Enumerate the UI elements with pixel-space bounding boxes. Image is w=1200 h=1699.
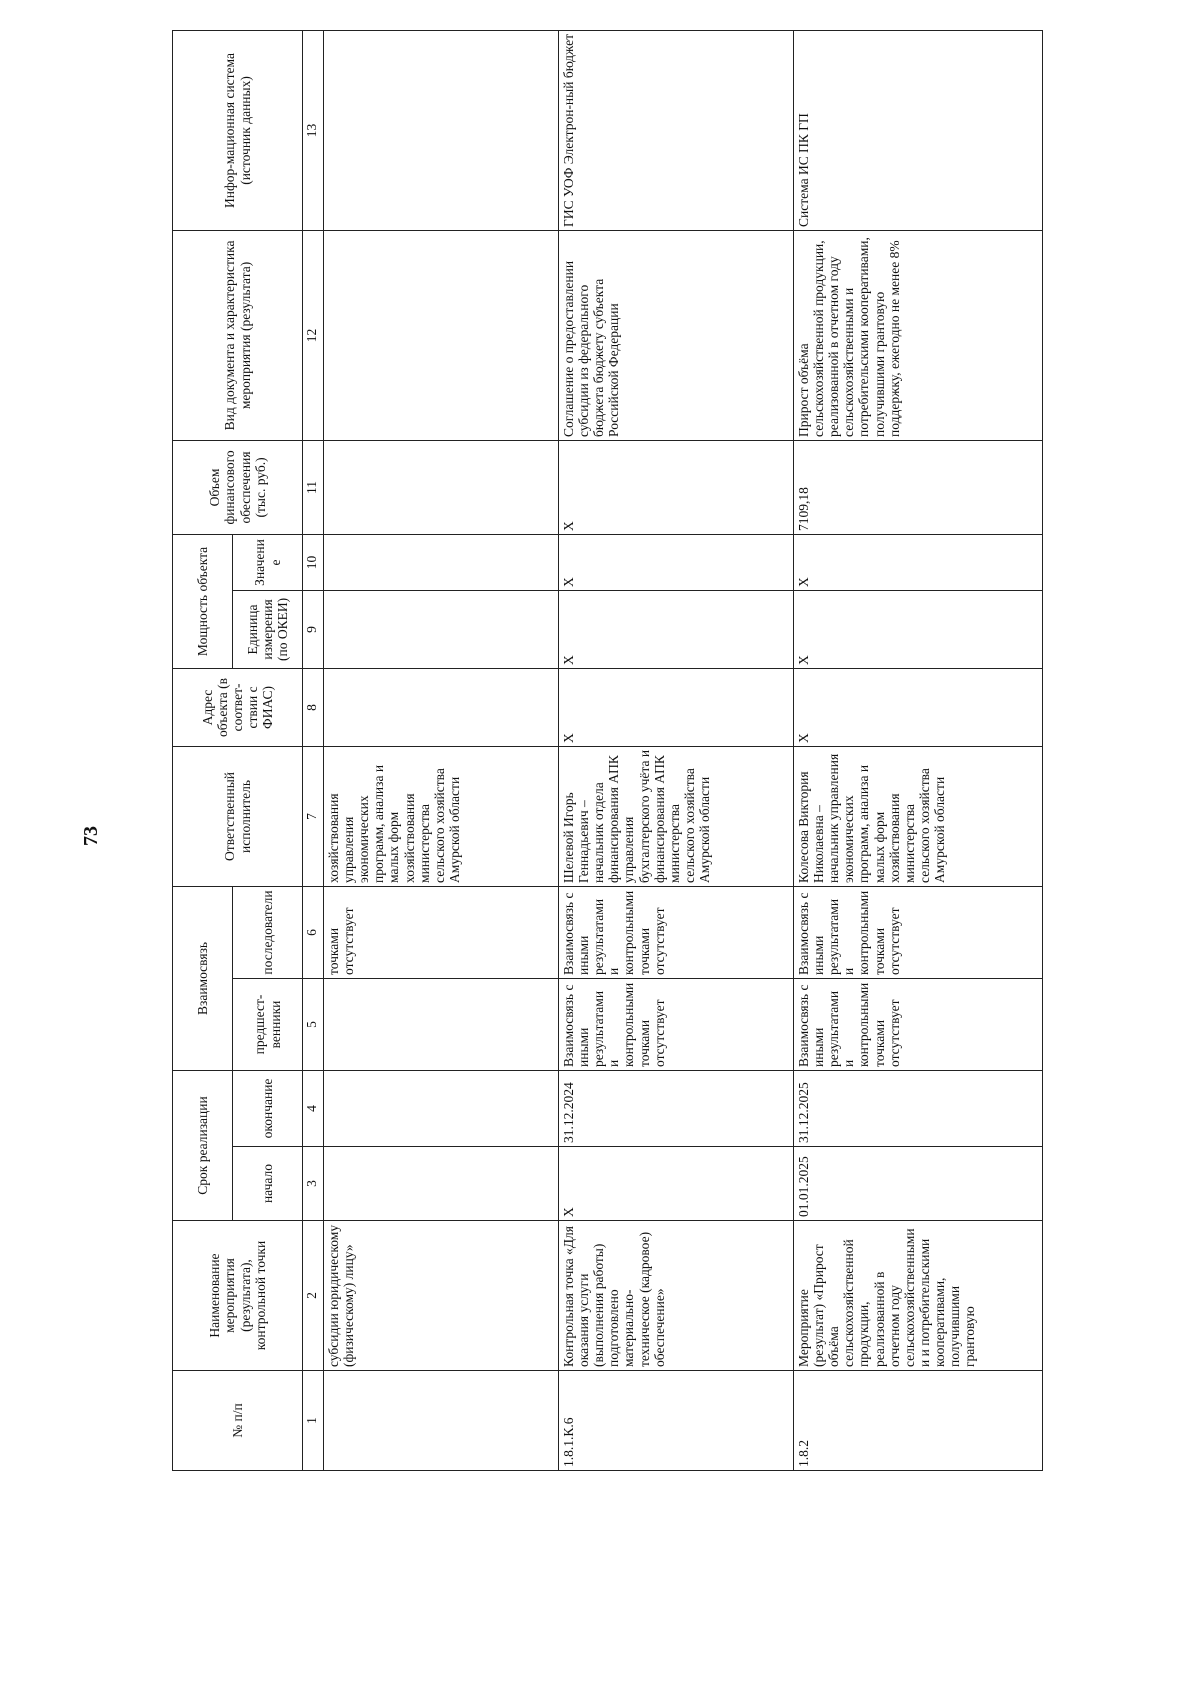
table-row — [794, 30, 1043, 1470]
column-number: 1 — [303, 1371, 324, 1471]
header-document-type: Вид документа и характеристика мероприятия (результата) — [173, 230, 303, 440]
cell-funding: 7109,18 — [794, 440, 1043, 534]
cell-unit: X — [559, 590, 794, 668]
cell-info-system: ГИС УОФ Электрон-ный бюджет — [559, 30, 794, 230]
cell-predecessors: Взаимосвязь с иными результатами и контрольными точками отсутствует — [794, 978, 1043, 1070]
column-numbers-row — [303, 30, 324, 1470]
column-number: 9 — [303, 590, 324, 668]
page-number: 73 — [80, 826, 102, 846]
cell-start: X — [559, 1147, 794, 1221]
cell-address: X — [559, 668, 794, 746]
cell-start — [324, 1147, 559, 1221]
cell-responsible: Шелевой Игорь Геннадьевич – начальник отдела финансирования АПК управления бухгалтерского учёта и финансирования АПК министерства сельского хозяйства Амурской области — [559, 746, 794, 886]
header-row-1 — [173, 30, 233, 1470]
cell-start: 01.01.2025 — [794, 1147, 1043, 1221]
cell-responsible: хозяйствования управления экономических программ, анализа и малых форм хозяйствования министерства сельского хозяйства Амурской области — [324, 746, 559, 886]
cell-predecessors — [324, 978, 559, 1070]
header-unit: Единица измерения (по ОКЕИ) — [233, 590, 303, 668]
column-number: 6 — [303, 886, 324, 978]
header-relationship: Взаимосвязь — [173, 886, 233, 1070]
cell-unit — [324, 590, 559, 668]
header-end: окончание — [233, 1070, 303, 1146]
header-number: № п/п — [173, 1371, 303, 1471]
header-predecessors: предшест-венники — [233, 978, 303, 1070]
cell-predecessors: Взаимосвязь с иными результатами и контрольными точками отсутствует — [559, 978, 794, 1070]
header-address: Адрес объекта (в соответ-ствии с ФИАС) — [173, 668, 303, 746]
cell-end: 31.12.2025 — [794, 1070, 1043, 1146]
cell-funding: X — [559, 440, 794, 534]
cell-successors: точками отсутствует — [324, 886, 559, 978]
cell-successors: Взаимосвязь с иными результатами и контрольными точками отсутствует — [559, 886, 794, 978]
cell-successors: Взаимосвязь с иными результатами и контрольными точками отсутствует — [794, 886, 1043, 978]
cell-activity-name: Контрольная точка «Для оказания услуги (выполнения работы) подготовлено материально-техническое (кадровое) обеспечение» — [559, 1221, 794, 1371]
cell-number: 1.8.2 — [794, 1371, 1043, 1471]
cell-end: 31.12.2024 — [559, 1070, 794, 1146]
header-value: Значение — [233, 534, 303, 590]
cell-value — [324, 534, 559, 590]
cell-number — [324, 1371, 559, 1471]
cell-document-type: Прирост объёма сельскохозяйственной продукции, реализованной в отчетном году сельскохозяйственными и потребительскими кооперативами, получившими грантовую поддержку, ежегодно не менее 8% — [794, 230, 1043, 440]
column-number: 12 — [303, 230, 324, 440]
cell-value: X — [559, 534, 794, 590]
cell-activity-name: субсидии юридическому (физическому) лицу» — [324, 1221, 559, 1371]
table-row — [324, 30, 559, 1470]
column-number: 7 — [303, 746, 324, 886]
cell-activity-name: Мероприятие (результат) «Прирост объёма сельскохозяйственной продукции, реализованной в отчетном году сельскохозяйственными и и потребительскими кооперативами, получившими грантовую — [794, 1221, 1043, 1371]
header-funding: Объем финансового обеспечения (тыс. руб.) — [173, 440, 303, 534]
cell-address: X — [794, 668, 1043, 746]
column-number: 4 — [303, 1070, 324, 1146]
cell-document-type: Соглашение о предоставлении субсидии из федерального бюджета бюджету субъекта Российской Федерации — [559, 230, 794, 440]
activities-table — [172, 30, 1043, 1471]
cell-info-system: Система ИС ПК ГП — [794, 30, 1043, 230]
column-number: 8 — [303, 668, 324, 746]
header-period: Срок реализации — [173, 1070, 233, 1220]
cell-number: 1.8.1.К.6 — [559, 1371, 794, 1471]
cell-value: X — [794, 534, 1043, 590]
header-successors: последователи — [233, 886, 303, 978]
cell-responsible: Колесова Виктория Николаевна – начальник управления экономических программ, анализа и малых форм хозяйствования министерства сельского хозяйства Амурской области — [794, 746, 1043, 886]
cell-address — [324, 668, 559, 746]
header-responsible: Ответственный исполнитель — [173, 746, 303, 886]
column-number: 5 — [303, 978, 324, 1070]
column-number: 2 — [303, 1221, 324, 1371]
cell-info-system — [324, 30, 559, 230]
cell-unit: X — [794, 590, 1043, 668]
cell-document-type — [324, 230, 559, 440]
column-number: 11 — [303, 440, 324, 534]
cell-end — [324, 1070, 559, 1146]
column-number: 3 — [303, 1147, 324, 1221]
cell-funding — [324, 440, 559, 534]
header-capacity: Мощность объекта — [173, 534, 233, 668]
table-row — [559, 30, 794, 1470]
header-activity-name: Наименование мероприятия (результата), контрольной точки — [173, 1221, 303, 1371]
header-info-system: Инфор-мационная система (источник данных) — [173, 30, 303, 230]
rotated-page-content — [172, 31, 1082, 1471]
column-number: 10 — [303, 534, 324, 590]
column-number: 13 — [303, 30, 324, 230]
header-start: начало — [233, 1147, 303, 1221]
